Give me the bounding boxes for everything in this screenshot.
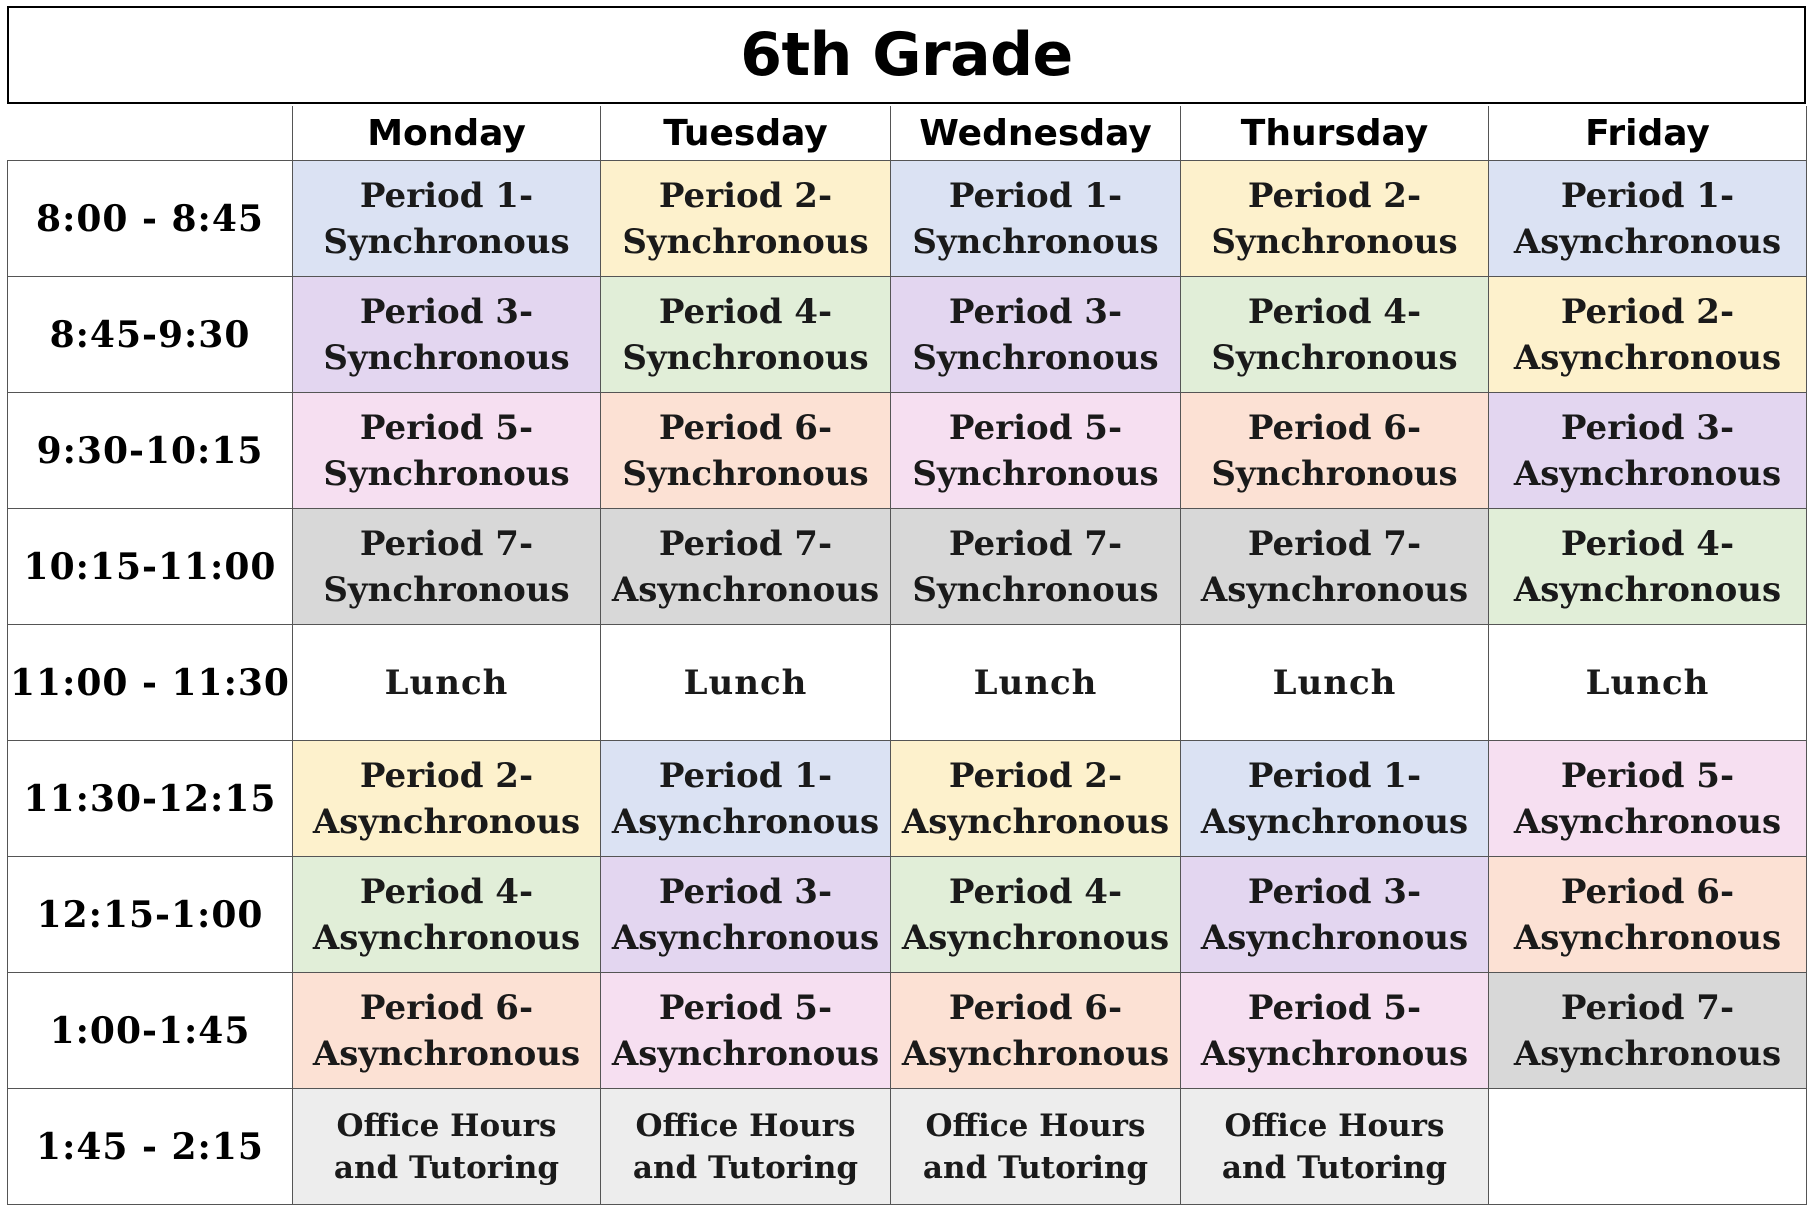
schedule-row xyxy=(8,973,1807,1089)
period-cell xyxy=(601,741,891,857)
cell-label: Period 1- Asynchronous xyxy=(611,755,880,842)
cell-label: Lunch xyxy=(973,662,1098,703)
period-cell xyxy=(891,973,1181,1089)
lunch-cell xyxy=(293,625,601,741)
cell-label: Office Hours and Tutoring xyxy=(333,1107,560,1186)
period-cell xyxy=(293,741,601,857)
lunch-cell xyxy=(601,625,891,741)
lunch-cell xyxy=(891,625,1181,741)
period-cell xyxy=(891,277,1181,393)
cell-label: Period 3- Asynchronous xyxy=(1513,407,1782,494)
cell-label: Office Hours and Tutoring xyxy=(1221,1107,1448,1186)
period-cell xyxy=(891,393,1181,509)
schedule-row xyxy=(8,741,1807,857)
period-cell xyxy=(891,857,1181,973)
time-slot-label: 8:45-9:30 xyxy=(8,277,293,393)
period-cell xyxy=(891,509,1181,625)
cell-label: Period 1- Asynchronous xyxy=(1200,755,1469,842)
period-cell xyxy=(601,393,891,509)
cell-label: Lunch xyxy=(683,662,808,703)
cell-label: Period 4- Asynchronous xyxy=(312,871,581,958)
schedule-body xyxy=(8,161,1807,1205)
schedule-row xyxy=(8,857,1807,973)
time-slot-label: 1:45 - 2:15 xyxy=(8,1089,293,1205)
office-hours-cell xyxy=(1489,1089,1807,1205)
period-cell xyxy=(891,741,1181,857)
cell-label: Period 5- Asynchronous xyxy=(1200,987,1469,1074)
time-slot-label: 10:15-11:00 xyxy=(8,509,293,625)
lunch-cell xyxy=(1489,625,1807,741)
cell-label: Office Hours and Tutoring xyxy=(922,1107,1149,1186)
period-cell xyxy=(601,973,891,1089)
cell-label: Period 6- Synchronous xyxy=(622,407,869,494)
period-cell xyxy=(293,857,601,973)
office-hours-cell xyxy=(891,1089,1181,1205)
day-header: Friday xyxy=(1489,106,1807,161)
cell-label: Period 6- Asynchronous xyxy=(1513,871,1782,958)
period-cell xyxy=(1489,857,1807,973)
cell-label: Period 2- Asynchronous xyxy=(901,755,1170,842)
cell-label: Period 6- Asynchronous xyxy=(901,987,1170,1074)
time-slot-label: 9:30-10:15 xyxy=(8,393,293,509)
lunch-cell xyxy=(1181,625,1489,741)
day-header: Tuesday xyxy=(601,106,891,161)
cell-label: Period 4- Asynchronous xyxy=(1513,523,1782,610)
period-cell xyxy=(293,161,601,277)
period-cell xyxy=(1181,509,1489,625)
period-cell xyxy=(293,277,601,393)
time-slot-label: 12:15-1:00 xyxy=(8,857,293,973)
time-slot-label: 11:00 - 11:30 xyxy=(8,625,293,741)
cell-label: Period 5- Asynchronous xyxy=(1513,755,1782,842)
cell-label: Period 2- Synchronous xyxy=(622,175,869,262)
office-hours-cell xyxy=(1181,1089,1489,1205)
corner-cell xyxy=(8,106,293,161)
cell-label: Period 7- Asynchronous xyxy=(1513,987,1782,1074)
period-cell xyxy=(601,277,891,393)
day-header: Monday xyxy=(293,106,601,161)
cell-label: Period 6- Synchronous xyxy=(1211,407,1458,494)
cell-label: Period 2- Asynchronous xyxy=(1513,291,1782,378)
schedule-row xyxy=(8,161,1807,277)
period-cell xyxy=(1489,277,1807,393)
period-cell xyxy=(1489,973,1807,1089)
schedule-row xyxy=(8,1089,1807,1205)
day-header: Wednesday xyxy=(891,106,1181,161)
period-cell xyxy=(1181,161,1489,277)
period-cell xyxy=(1181,973,1489,1089)
office-hours-cell xyxy=(601,1089,891,1205)
period-cell xyxy=(293,509,601,625)
cell-label: Office Hours and Tutoring xyxy=(632,1107,859,1186)
cell-label: Period 7- Synchronous xyxy=(323,523,570,610)
cell-label: Period 4- Synchronous xyxy=(622,291,869,378)
page-title: 6th Grade xyxy=(7,6,1806,104)
cell-label: Period 7- Synchronous xyxy=(912,523,1159,610)
period-cell xyxy=(601,509,891,625)
cell-label: Period 3- Asynchronous xyxy=(1200,871,1469,958)
cell-label: Period 2- Asynchronous xyxy=(312,755,581,842)
period-cell xyxy=(1181,277,1489,393)
cell-label: Lunch xyxy=(1585,662,1710,703)
period-cell xyxy=(1489,741,1807,857)
schedule-row xyxy=(8,393,1807,509)
cell-label: Period 3- Synchronous xyxy=(323,291,570,378)
period-cell xyxy=(601,857,891,973)
period-cell xyxy=(1181,741,1489,857)
period-cell xyxy=(1489,509,1807,625)
time-slot-label: 8:00 - 8:45 xyxy=(8,161,293,277)
cell-label: Period 5- Synchronous xyxy=(323,407,570,494)
period-cell xyxy=(1181,857,1489,973)
office-hours-cell xyxy=(293,1089,601,1205)
schedule-table xyxy=(7,106,1807,1205)
cell-label: Period 7- Asynchronous xyxy=(611,523,880,610)
cell-label: Period 6- Asynchronous xyxy=(312,987,581,1074)
cell-label: Lunch xyxy=(1272,662,1397,703)
cell-label: Period 5- Asynchronous xyxy=(611,987,880,1074)
cell-label: Period 3- Asynchronous xyxy=(611,871,880,958)
period-cell xyxy=(293,973,601,1089)
cell-label: Period 4- Asynchronous xyxy=(901,871,1170,958)
cell-label: Period 3- Synchronous xyxy=(912,291,1159,378)
time-slot-label: 1:00-1:45 xyxy=(8,973,293,1089)
schedule-row xyxy=(8,509,1807,625)
cell-label: Period 1- Synchronous xyxy=(912,175,1159,262)
period-cell xyxy=(1489,161,1807,277)
period-cell xyxy=(293,393,601,509)
cell-label: Period 5- Synchronous xyxy=(912,407,1159,494)
day-header-row xyxy=(8,106,1807,161)
cell-label: Lunch xyxy=(384,662,509,703)
period-cell xyxy=(1489,393,1807,509)
cell-label: Period 1- Asynchronous xyxy=(1513,175,1782,262)
time-slot-label: 11:30-12:15 xyxy=(8,741,293,857)
schedule-row xyxy=(8,277,1807,393)
period-cell xyxy=(1181,393,1489,509)
cell-label: Period 4- Synchronous xyxy=(1211,291,1458,378)
schedule-row xyxy=(8,625,1807,741)
cell-label: Period 2- Synchronous xyxy=(1211,175,1458,262)
period-cell xyxy=(601,161,891,277)
period-cell xyxy=(891,161,1181,277)
day-header: Thursday xyxy=(1181,106,1489,161)
cell-label: Period 1- Synchronous xyxy=(323,175,570,262)
cell-label: Period 7- Asynchronous xyxy=(1200,523,1469,610)
